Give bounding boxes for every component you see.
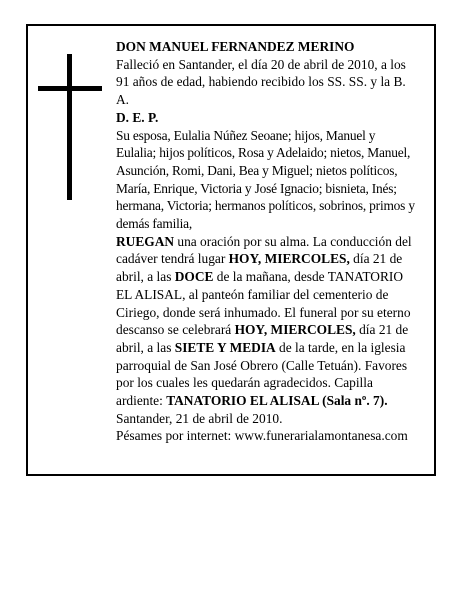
ruegan-label: RUEGAN <box>116 233 175 249</box>
details-text-5: de la tarde, en la iglesia parroquial de San José Obrero (Calle Tetuán). Favores por los cuales les quedarán agradecidos. Capilla ardiente: <box>116 339 408 409</box>
funeral-hour: SIETE Y MEDIA <box>174 339 276 355</box>
dep-line: D. E. P. <box>116 109 159 125</box>
funeral-day: HOY, MIERCOLES, <box>234 322 356 338</box>
details-text-1: una oración por su alma. La conducción del cadáver tendrá lugar <box>116 233 412 267</box>
family-list: Su esposa, Eulalia Núñez Seoane; hijos, Manuel y Eulalia; hijos políticos, Rosa y Adelaido; nietos, Manuel, Asunción, Romi, Dani, Bea y Miguel; nietos políticos, María, Enrique, Victoria y José Ignacio; bisnieta, Inés; hermana, Victoria; hermanos políticos, sobrinos, primos y demás familia, <box>116 127 415 232</box>
obituary-notice <box>26 24 436 476</box>
obituary-text <box>116 38 418 445</box>
ceremony-details <box>116 233 418 410</box>
condolences-line: Pésames por internet: www.funerarialamontanesa.com <box>116 428 408 444</box>
details-text-2: día 21 de abril, a las <box>116 251 403 285</box>
cross-icon <box>67 54 72 200</box>
date-line: Santander, 21 de abril de 2010. <box>116 410 283 426</box>
cross-icon-bar <box>38 86 102 91</box>
burial-day: HOY, MIERCOLES, <box>228 251 350 267</box>
details-text-4: día 21 de abril, a las <box>116 322 409 355</box>
burial-hour: DOCE <box>174 269 214 285</box>
chapel-location: TANATORIO EL ALISAL (Sala nº. 7). <box>166 393 388 409</box>
details-text-3: de la mañana, desde TANATORIO EL ALISAL, al panteón familiar del cementerio de Ciriego, donde será inhumado. El funeral por su eterno descanso se celebrará <box>116 269 411 338</box>
deceased-name: DON MANUEL FERNANDEZ MERINO <box>116 39 355 54</box>
death-announcement: Falleció en Santander, el día 20 de abril de 2010, a los 91 años de edad, habiendo recibido los SS. SS. y la B. A. <box>116 56 406 108</box>
